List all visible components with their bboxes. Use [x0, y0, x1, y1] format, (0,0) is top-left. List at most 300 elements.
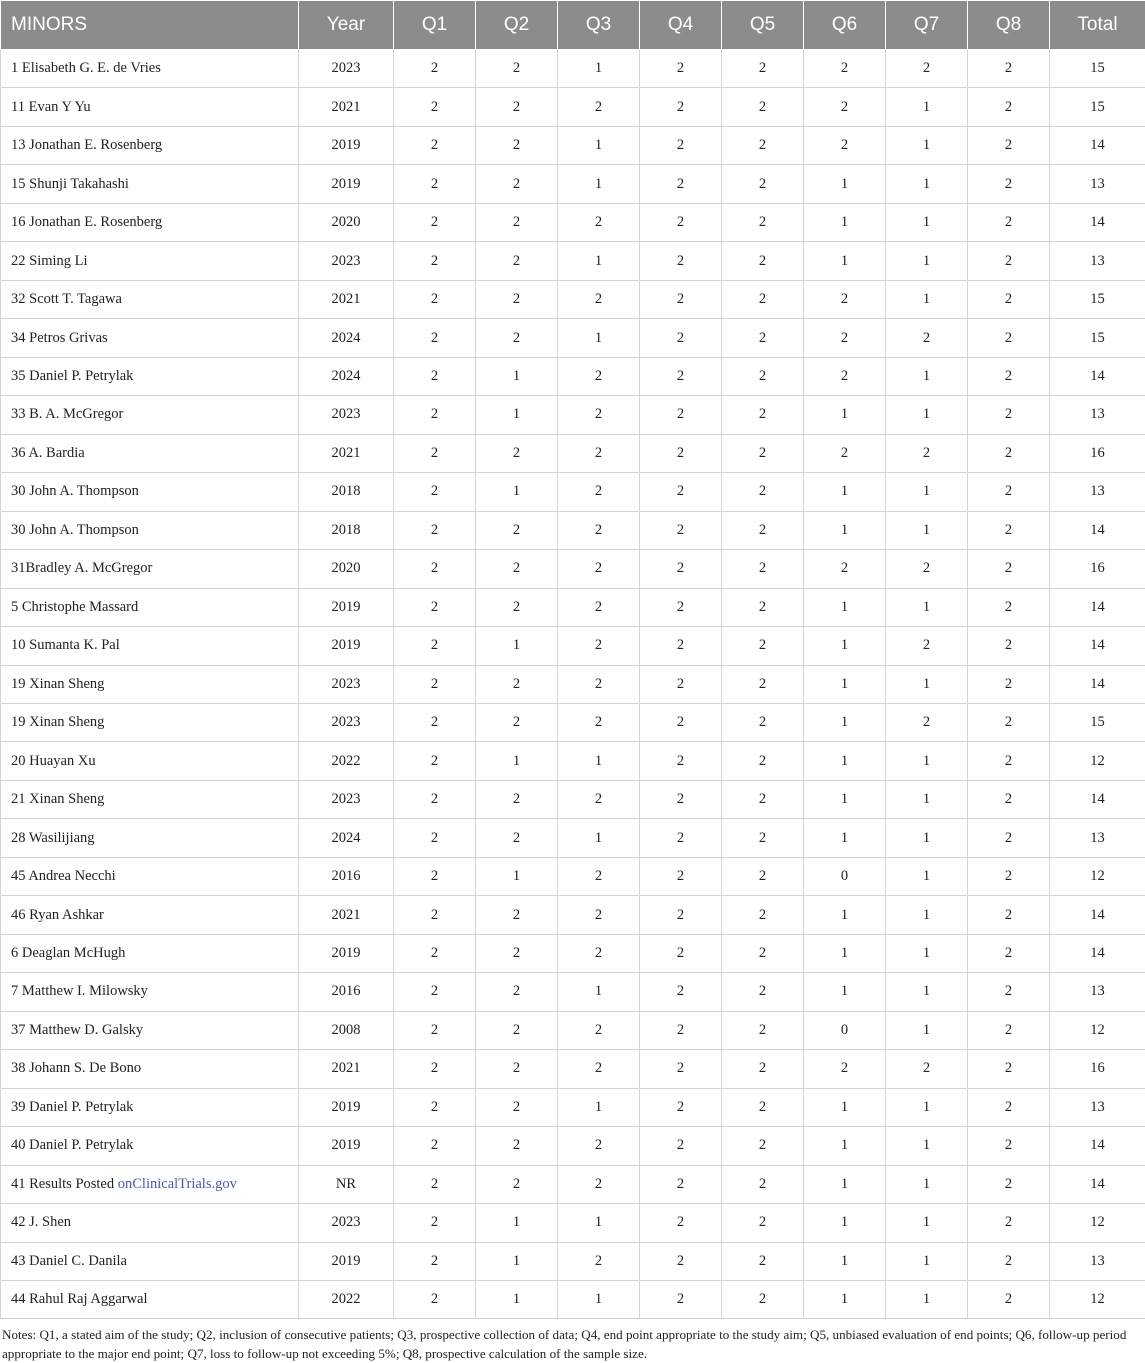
q5-score-cell: 2: [722, 511, 804, 549]
table-row: [1, 588, 1145, 626]
q2-score-cell: 2: [476, 780, 558, 818]
q2-score-cell: 2: [476, 88, 558, 126]
q4-score-cell: 2: [640, 1242, 722, 1280]
q3-score-cell: 1: [558, 1088, 640, 1126]
q2-score-cell: 2: [476, 1088, 558, 1126]
study-label: 32 Scott T. Tagawa: [11, 291, 122, 308]
q5-score-cell: 2: [722, 434, 804, 472]
study-label: 33 B. A. McGregor: [11, 406, 124, 423]
q5-score-cell: 2: [722, 1050, 804, 1088]
q6-score-cell: 1: [804, 203, 886, 241]
q7-score-cell: 1: [886, 934, 968, 972]
q1-score-cell: 2: [394, 1088, 476, 1126]
q7-score-cell: 1: [886, 973, 968, 1011]
q4-score-cell: 2: [640, 1281, 722, 1319]
study-label: 43 Daniel C. Danila: [11, 1252, 127, 1269]
total-score-cell: 15: [1050, 280, 1145, 318]
study-label: 15 Shunji Takahashi: [11, 175, 129, 192]
study-cell: [1, 319, 299, 357]
q4-score-cell: 2: [640, 50, 722, 88]
total-score-cell: 13: [1050, 165, 1145, 203]
year-cell: 2016: [299, 973, 394, 1011]
q5-score-cell: 2: [722, 780, 804, 818]
study-label: 38 Johann S. De Bono: [11, 1060, 142, 1077]
study-label: 6 Deaglan McHugh: [11, 945, 126, 962]
q8-score-cell: 2: [968, 1088, 1050, 1126]
year-cell: 2023: [299, 1204, 394, 1242]
q2-score-cell: 2: [476, 126, 558, 164]
q4-score-cell: 2: [640, 242, 722, 280]
q3-score-cell: 2: [558, 780, 640, 818]
study-label: 19 Xinan Sheng: [11, 714, 105, 731]
table-row: [1, 665, 1145, 703]
q8-score-cell: 2: [968, 88, 1050, 126]
study-cell: [1, 1088, 299, 1126]
q2-score-cell: 2: [476, 511, 558, 549]
study-cell: [1, 973, 299, 1011]
q7-score-cell: 1: [886, 896, 968, 934]
q7-score-cell: 2: [886, 703, 968, 741]
q1-score-cell: 2: [394, 550, 476, 588]
q6-score-cell: 2: [804, 50, 886, 88]
q6-score-cell: 1: [804, 627, 886, 665]
q4-score-cell: 2: [640, 742, 722, 780]
study-label: 40 Daniel P. Petrylak: [11, 1137, 134, 1154]
q1-score-cell: 2: [394, 434, 476, 472]
q7-score-cell: 2: [886, 627, 968, 665]
q1-score-cell: 2: [394, 703, 476, 741]
q6-score-cell: 1: [804, 165, 886, 203]
q8-score-cell: 2: [968, 511, 1050, 549]
table-row: [1, 1011, 1145, 1049]
q6-score-cell: 1: [804, 896, 886, 934]
q2-score-cell: 2: [476, 1165, 558, 1203]
study-cell: [1, 1281, 299, 1319]
total-score-cell: 16: [1050, 1050, 1145, 1088]
study-cell: [1, 126, 299, 164]
q2-score-cell: 2: [476, 588, 558, 626]
study-label: 13 Jonathan E. Rosenberg: [11, 137, 163, 154]
study-cell: [1, 588, 299, 626]
year-cell: 2019: [299, 126, 394, 164]
q4-score-cell: 2: [640, 434, 722, 472]
q4-score-cell: 2: [640, 126, 722, 164]
q8-score-cell: 2: [968, 550, 1050, 588]
study-cell: [1, 1204, 299, 1242]
table-row: [1, 857, 1145, 895]
q2-score-cell: 2: [476, 242, 558, 280]
q5-score-cell: 2: [722, 550, 804, 588]
total-score-cell: 14: [1050, 511, 1145, 549]
q4-score-cell: 2: [640, 857, 722, 895]
year-cell: 2023: [299, 242, 394, 280]
q1-score-cell: 2: [394, 896, 476, 934]
year-cell: 2024: [299, 819, 394, 857]
total-score-cell: 12: [1050, 1204, 1145, 1242]
q6-score-cell: 1: [804, 242, 886, 280]
q8-score-cell: 2: [968, 165, 1050, 203]
q6-score-cell: 1: [804, 511, 886, 549]
study-cell: [1, 1127, 299, 1165]
q2-score-cell: 2: [476, 973, 558, 1011]
q6-score-cell: 2: [804, 126, 886, 164]
q6-score-cell: 0: [804, 1011, 886, 1049]
table-row: [1, 1088, 1145, 1126]
q7-score-cell: 2: [886, 319, 968, 357]
total-score-cell: 13: [1050, 973, 1145, 1011]
year-cell: 2008: [299, 1011, 394, 1049]
study-cell: [1, 203, 299, 241]
study-cell: [1, 627, 299, 665]
col-header-q6: Q6: [804, 1, 886, 50]
q1-score-cell: 2: [394, 50, 476, 88]
q6-score-cell: 1: [804, 819, 886, 857]
q7-score-cell: 1: [886, 88, 968, 126]
q1-score-cell: 2: [394, 511, 476, 549]
study-label: 45 Andrea Necchi: [11, 868, 116, 885]
q6-score-cell: 1: [804, 934, 886, 972]
q5-score-cell: 2: [722, 742, 804, 780]
q2-score-cell: 1: [476, 1204, 558, 1242]
q5-score-cell: 2: [722, 857, 804, 895]
q2-score-cell: 1: [476, 1281, 558, 1319]
total-score-cell: 14: [1050, 126, 1145, 164]
study-cell: [1, 1050, 299, 1088]
q5-score-cell: 2: [722, 1165, 804, 1203]
q4-score-cell: 2: [640, 280, 722, 318]
q8-score-cell: 2: [968, 819, 1050, 857]
q1-score-cell: 2: [394, 396, 476, 434]
q6-score-cell: 1: [804, 1204, 886, 1242]
total-score-cell: 13: [1050, 1088, 1145, 1126]
q5-score-cell: 2: [722, 665, 804, 703]
q5-score-cell: 2: [722, 1088, 804, 1126]
q7-score-cell: 2: [886, 434, 968, 472]
study-label: 46 Ryan Ashkar: [11, 906, 104, 923]
table-row: [1, 280, 1145, 318]
q4-score-cell: 2: [640, 819, 722, 857]
q4-score-cell: 2: [640, 319, 722, 357]
q8-score-cell: 2: [968, 973, 1050, 1011]
header-row: [1, 1, 1145, 50]
total-score-cell: 13: [1050, 242, 1145, 280]
q1-score-cell: 2: [394, 126, 476, 164]
table-row: [1, 742, 1145, 780]
q3-score-cell: 2: [558, 1050, 640, 1088]
q5-score-cell: 2: [722, 126, 804, 164]
study-cell: [1, 665, 299, 703]
q1-score-cell: 2: [394, 203, 476, 241]
total-score-cell: 16: [1050, 434, 1145, 472]
q5-score-cell: 2: [722, 88, 804, 126]
q4-score-cell: 2: [640, 1165, 722, 1203]
year-cell: 2020: [299, 203, 394, 241]
study-cell: [1, 473, 299, 511]
q3-score-cell: 2: [558, 88, 640, 126]
table-row: [1, 934, 1145, 972]
table-row: [1, 434, 1145, 472]
q7-score-cell: 1: [886, 396, 968, 434]
q5-score-cell: 2: [722, 319, 804, 357]
q8-score-cell: 2: [968, 50, 1050, 88]
study-label: 44 Rahul Raj Aggarwal: [11, 1291, 148, 1308]
total-score-cell: 12: [1050, 1281, 1145, 1319]
q7-score-cell: 1: [886, 473, 968, 511]
year-cell: 2018: [299, 473, 394, 511]
table-row: [1, 511, 1145, 549]
q1-score-cell: 2: [394, 357, 476, 395]
col-header-q2: Q2: [476, 1, 558, 50]
q3-score-cell: 2: [558, 1242, 640, 1280]
col-header-q8: Q8: [968, 1, 1050, 50]
total-score-cell: 15: [1050, 319, 1145, 357]
total-score-cell: 16: [1050, 550, 1145, 588]
q4-score-cell: 2: [640, 88, 722, 126]
q1-score-cell: 2: [394, 88, 476, 126]
q7-score-cell: 1: [886, 665, 968, 703]
q1-score-cell: 2: [394, 780, 476, 818]
q4-score-cell: 2: [640, 357, 722, 395]
q3-score-cell: 2: [558, 396, 640, 434]
q3-score-cell: 2: [558, 896, 640, 934]
total-score-cell: 13: [1050, 819, 1145, 857]
q7-score-cell: 1: [886, 242, 968, 280]
q2-score-cell: 2: [476, 1050, 558, 1088]
q1-score-cell: 2: [394, 1242, 476, 1280]
study-cell: [1, 242, 299, 280]
q6-score-cell: 1: [804, 473, 886, 511]
q7-score-cell: 1: [886, 511, 968, 549]
year-cell: 2019: [299, 1088, 394, 1126]
year-cell: 2020: [299, 550, 394, 588]
study-label: 5 Christophe Massard: [11, 598, 139, 615]
q6-score-cell: 0: [804, 857, 886, 895]
table-row: [1, 819, 1145, 857]
total-score-cell: 14: [1050, 1127, 1145, 1165]
q2-score-cell: 2: [476, 896, 558, 934]
q5-score-cell: 2: [722, 973, 804, 1011]
study-label: 19 Xinan Sheng: [11, 675, 105, 692]
q2-score-cell: 2: [476, 1127, 558, 1165]
q4-score-cell: 2: [640, 665, 722, 703]
q3-score-cell: 2: [558, 280, 640, 318]
total-score-cell: 14: [1050, 203, 1145, 241]
q5-score-cell: 2: [722, 1281, 804, 1319]
year-cell: 2021: [299, 434, 394, 472]
year-cell: 2023: [299, 780, 394, 818]
study-cell: [1, 857, 299, 895]
q4-score-cell: 2: [640, 1204, 722, 1242]
year-cell: 2019: [299, 1242, 394, 1280]
q5-score-cell: 2: [722, 165, 804, 203]
table-row: [1, 627, 1145, 665]
q5-score-cell: 2: [722, 1204, 804, 1242]
q5-score-cell: 2: [722, 896, 804, 934]
q4-score-cell: 2: [640, 627, 722, 665]
q3-score-cell: 2: [558, 703, 640, 741]
q2-score-cell: 1: [476, 1242, 558, 1280]
q6-score-cell: 1: [804, 588, 886, 626]
study-cell: [1, 1165, 299, 1203]
study-label: 42 J. Shen: [11, 1214, 72, 1231]
study-label: 30 John A. Thompson: [11, 483, 139, 500]
q8-score-cell: 2: [968, 896, 1050, 934]
study-label: 7 Matthew I. Milowsky: [11, 983, 148, 1000]
q4-score-cell: 2: [640, 473, 722, 511]
table-row: [1, 1127, 1145, 1165]
q1-score-cell: 2: [394, 473, 476, 511]
q7-score-cell: 1: [886, 280, 968, 318]
q7-score-cell: 1: [886, 1011, 968, 1049]
q7-score-cell: 1: [886, 742, 968, 780]
q8-score-cell: 2: [968, 396, 1050, 434]
q4-score-cell: 2: [640, 165, 722, 203]
q3-score-cell: 2: [558, 588, 640, 626]
q8-score-cell: 2: [968, 1165, 1050, 1203]
year-cell: 2022: [299, 1281, 394, 1319]
q7-score-cell: 1: [886, 1165, 968, 1203]
year-cell: 2023: [299, 703, 394, 741]
q7-score-cell: 1: [886, 165, 968, 203]
year-cell: 2021: [299, 896, 394, 934]
q2-score-cell: 2: [476, 434, 558, 472]
study-label: 11 Evan Y Yu: [11, 98, 91, 115]
total-score-cell: 15: [1050, 50, 1145, 88]
study-label: 34 Petros Grivas: [11, 329, 108, 346]
total-score-cell: 14: [1050, 1165, 1145, 1203]
year-cell: 2024: [299, 319, 394, 357]
q6-score-cell: 1: [804, 1165, 886, 1203]
q6-score-cell: 1: [804, 742, 886, 780]
q1-score-cell: 2: [394, 1011, 476, 1049]
q1-score-cell: 2: [394, 857, 476, 895]
q3-score-cell: 1: [558, 742, 640, 780]
year-cell: 2019: [299, 588, 394, 626]
table-row: [1, 1050, 1145, 1088]
q2-score-cell: 1: [476, 857, 558, 895]
q3-score-cell: 2: [558, 934, 640, 972]
q6-score-cell: 1: [804, 1281, 886, 1319]
q1-score-cell: 2: [394, 819, 476, 857]
year-cell: 2016: [299, 857, 394, 895]
col-header-minors: MINORS: [1, 1, 299, 50]
q2-score-cell: 2: [476, 550, 558, 588]
q3-score-cell: 1: [558, 819, 640, 857]
q3-score-cell: 2: [558, 511, 640, 549]
total-score-cell: 14: [1050, 780, 1145, 818]
table-row: [1, 126, 1145, 164]
q5-score-cell: 2: [722, 50, 804, 88]
q8-score-cell: 2: [968, 126, 1050, 164]
q4-score-cell: 2: [640, 934, 722, 972]
q7-score-cell: 1: [886, 857, 968, 895]
table-row: [1, 357, 1145, 395]
q2-score-cell: 2: [476, 319, 558, 357]
q8-score-cell: 2: [968, 780, 1050, 818]
q6-score-cell: 1: [804, 396, 886, 434]
q1-score-cell: 2: [394, 1165, 476, 1203]
q2-score-cell: 2: [476, 165, 558, 203]
q2-score-cell: 2: [476, 1011, 558, 1049]
study-cell: [1, 550, 299, 588]
study-label: 35 Daniel P. Petrylak: [11, 367, 134, 384]
q5-score-cell: 2: [722, 396, 804, 434]
q2-score-cell: 2: [476, 819, 558, 857]
q1-score-cell: 2: [394, 319, 476, 357]
study-cell: [1, 819, 299, 857]
q8-score-cell: 2: [968, 280, 1050, 318]
q6-score-cell: 1: [804, 973, 886, 1011]
q6-score-cell: 2: [804, 550, 886, 588]
q3-score-cell: 2: [558, 550, 640, 588]
table-row: [1, 203, 1145, 241]
total-score-cell: 12: [1050, 1011, 1145, 1049]
q5-score-cell: 2: [722, 242, 804, 280]
q8-score-cell: 2: [968, 1242, 1050, 1280]
q7-score-cell: 2: [886, 1050, 968, 1088]
total-score-cell: 13: [1050, 396, 1145, 434]
q2-score-cell: 2: [476, 203, 558, 241]
col-header-q4: Q4: [640, 1, 722, 50]
study-cell: [1, 1011, 299, 1049]
q4-score-cell: 2: [640, 588, 722, 626]
year-cell: 2024: [299, 357, 394, 395]
col-header-year: Year: [299, 1, 394, 50]
year-cell: 2023: [299, 50, 394, 88]
q3-score-cell: 2: [558, 357, 640, 395]
q3-score-cell: 2: [558, 1011, 640, 1049]
year-cell: 2019: [299, 934, 394, 972]
q3-score-cell: 2: [558, 203, 640, 241]
q3-score-cell: 2: [558, 473, 640, 511]
q2-score-cell: 2: [476, 280, 558, 318]
q3-score-cell: 2: [558, 627, 640, 665]
table-row: [1, 242, 1145, 280]
q8-score-cell: 2: [968, 434, 1050, 472]
q3-score-cell: 1: [558, 973, 640, 1011]
q5-score-cell: 2: [722, 1242, 804, 1280]
table-row: [1, 780, 1145, 818]
q4-score-cell: 2: [640, 780, 722, 818]
total-score-cell: 15: [1050, 703, 1145, 741]
q2-score-cell: 1: [476, 473, 558, 511]
total-score-cell: 14: [1050, 588, 1145, 626]
q6-score-cell: 1: [804, 1127, 886, 1165]
table-row: [1, 703, 1145, 741]
q3-score-cell: 2: [558, 1165, 640, 1203]
study-label: 39 Daniel P. Petrylak: [11, 1098, 134, 1115]
study-label: 28 Wasilijiang: [11, 829, 95, 846]
q3-score-cell: 1: [558, 165, 640, 203]
q8-score-cell: 2: [968, 1011, 1050, 1049]
q4-score-cell: 2: [640, 396, 722, 434]
q3-score-cell: 1: [558, 126, 640, 164]
col-header-q5: Q5: [722, 1, 804, 50]
q5-score-cell: 2: [722, 627, 804, 665]
clinicaltrials-link[interactable]: onClinicalTrials.gov: [117, 1175, 237, 1192]
total-score-cell: 14: [1050, 934, 1145, 972]
table-row: [1, 1281, 1145, 1319]
q5-score-cell: 2: [722, 703, 804, 741]
q8-score-cell: 2: [968, 319, 1050, 357]
q1-score-cell: 2: [394, 665, 476, 703]
q8-score-cell: 2: [968, 934, 1050, 972]
year-cell: NR: [299, 1165, 394, 1203]
q2-score-cell: 2: [476, 665, 558, 703]
q2-score-cell: 1: [476, 742, 558, 780]
q5-score-cell: 2: [722, 357, 804, 395]
q1-score-cell: 2: [394, 280, 476, 318]
